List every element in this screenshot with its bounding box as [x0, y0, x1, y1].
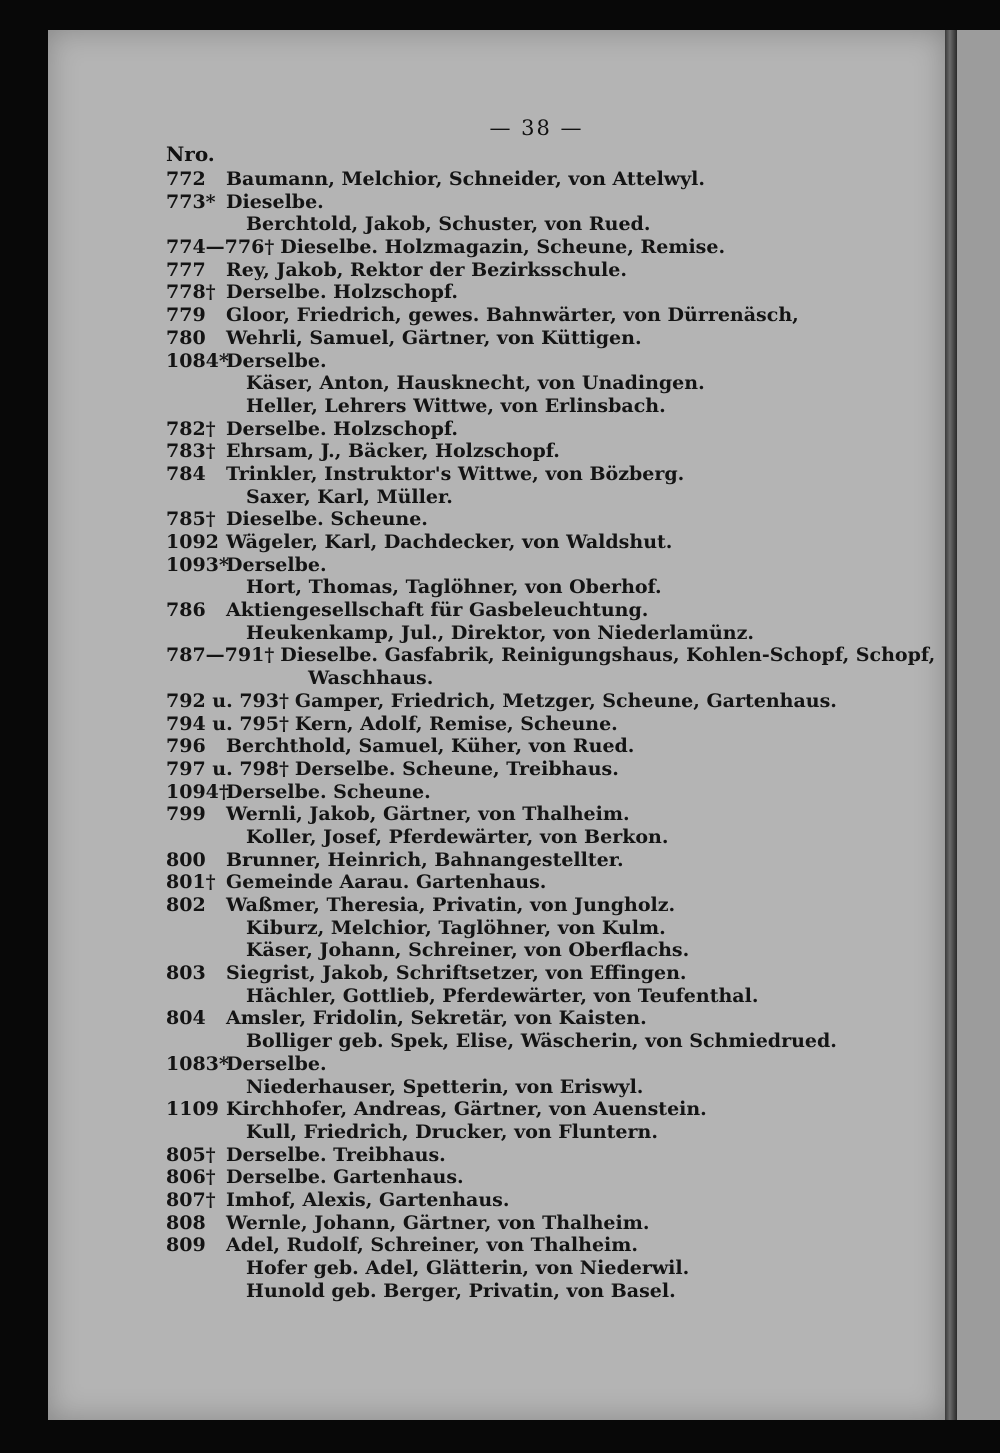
entry-number: 806† — [166, 1166, 216, 1189]
list-item — [48, 1076, 945, 1099]
entry-text: Dieselbe. Gasfabrik, Reinigungshaus, Kohlen-Schopf, Schopf, — [280, 644, 936, 667]
entry-text: Imhof, Alexis, Gartenhaus. — [226, 1188, 510, 1211]
entry-text: Heukenkamp, Jul., Direktor, von Niederlamünz. — [246, 621, 755, 644]
entry-text: Hofer geb. Adel, Glätterin, von Niederwil. — [246, 1257, 690, 1279]
entry-number: 777 — [166, 258, 206, 281]
list-item — [48, 440, 945, 463]
entry-text: Kirchhofer, Andreas, Gärtner, von Auenstein. — [226, 1098, 707, 1121]
list-item — [48, 576, 945, 599]
list-item — [48, 894, 945, 917]
list-item — [48, 350, 945, 373]
entry-number: 1092 — [166, 531, 219, 553]
entry-number: 1093* — [166, 553, 229, 576]
entry-number: 774—776† — [166, 236, 275, 259]
entry-text: Hunold geb. Berger, Privatin, von Basel. — [246, 1279, 676, 1302]
entry-text: Waßmer, Theresia, Privatin, von Jungholz. — [226, 894, 676, 916]
list-item — [48, 1234, 945, 1257]
list-item — [48, 713, 945, 736]
entry-number: 779 — [166, 304, 206, 327]
entry-number: 1109 — [166, 1098, 219, 1121]
list-item — [48, 758, 945, 781]
list-item — [48, 1144, 945, 1167]
entry-number: 786 — [166, 599, 206, 622]
entry-text: Berchthold, Samuel, Küher, von Rued. — [226, 735, 635, 758]
column-header: Nro. — [166, 142, 215, 166]
entry-text: Trinkler, Instruktor's Wittwe, von Bözberg. — [226, 462, 685, 485]
list-item — [48, 1212, 945, 1235]
entry-text: Wägeler, Karl, Dachdecker, von Waldshut. — [226, 531, 673, 553]
entry-text: Siegrist, Jakob, Schriftsetzer, von Effingen. — [226, 962, 687, 985]
entry-text: Amsler, Fridolin, Sekretär, von Kaisten. — [226, 1007, 647, 1030]
entry-number: 799 — [166, 803, 206, 826]
list-item — [48, 622, 945, 645]
list-item — [48, 1030, 945, 1053]
entry-text: Derselbe. Holzschopf. — [226, 417, 458, 440]
list-item — [48, 1053, 945, 1076]
list-item — [48, 644, 945, 667]
entry-number: 805† — [166, 1143, 216, 1166]
entry-number: 778† — [166, 281, 216, 304]
list-item — [48, 531, 945, 554]
list-item — [48, 1257, 945, 1280]
list-item — [48, 781, 945, 804]
entry-text: Derselbe. Scheune, Treibhaus. — [294, 757, 619, 780]
entry-text: Derselbe. Scheune. — [226, 780, 431, 803]
list-item — [48, 418, 945, 441]
entry-text: Derselbe. Gartenhaus. — [226, 1166, 464, 1189]
list-item — [48, 236, 945, 259]
entry-text: Wernle, Johann, Gärtner, von Thalheim. — [226, 1211, 650, 1234]
list-item — [48, 191, 945, 214]
list-item — [48, 463, 945, 486]
list-item — [48, 1166, 945, 1189]
entry-text: Niederhauser, Spetterin, von Eriswyl. — [246, 1075, 644, 1098]
list-item — [48, 259, 945, 282]
page-number — [48, 116, 945, 140]
list-item — [48, 508, 945, 531]
entry-text: Gloor, Friedrich, gewes. Bahnwärter, von Dürrenäsch, — [226, 304, 799, 327]
entry-number: 794 u. 795† — [166, 712, 289, 735]
entry-number: 800 — [166, 848, 206, 871]
list-item — [48, 599, 945, 622]
entry-number: 802 — [166, 894, 206, 916]
entry-number: 783† — [166, 440, 216, 463]
entry-number: 796 — [166, 735, 206, 758]
entry-number: 807† — [166, 1188, 216, 1211]
entry-text: Derselbe. — [226, 1052, 327, 1075]
list-item — [48, 939, 945, 962]
entry-text: Saxer, Karl, Müller. — [246, 485, 453, 508]
list-item — [48, 281, 945, 304]
entry-text: Derselbe. — [226, 553, 327, 576]
entry-number: 792 u. 793† — [166, 689, 289, 712]
page-number-text: — 38 — — [489, 116, 584, 140]
entry-number: 797 u. 798† — [166, 757, 289, 780]
list-item — [48, 667, 945, 690]
list-item — [48, 1098, 945, 1121]
entry-text: Waschhaus. — [308, 667, 434, 690]
list-item — [48, 1189, 945, 1212]
list-item — [48, 1007, 945, 1030]
list-item — [48, 1280, 945, 1303]
entry-text: Derselbe. — [226, 349, 327, 372]
entry-text: Aktiengesellschaft für Gasbeleuchtung. — [226, 599, 649, 622]
entry-text: Derselbe. Holzschopf. — [226, 281, 458, 304]
entry-number: 808 — [166, 1211, 206, 1234]
entry-text: Wernli, Jakob, Gärtner, von Thalheim. — [226, 803, 630, 826]
entry-number: 801† — [166, 871, 216, 894]
list-item — [48, 395, 945, 418]
entry-number: 787—791† — [166, 644, 275, 667]
entry-text: Hächler, Gottlieb, Pferdewärter, von Teufenthal. — [246, 984, 759, 1007]
entry-text: Gamper, Friedrich, Metzger, Scheune, Gartenhaus. — [294, 689, 837, 712]
entry-text: Dieselbe. Holzmagazin, Scheune, Remise. — [280, 236, 726, 259]
list-item — [48, 826, 945, 849]
entry-text: Adel, Rudolf, Schreiner, von Thalheim. — [226, 1234, 638, 1257]
list-item — [48, 304, 945, 327]
entry-text: Ehrsam, J., Bäcker, Holzschopf. — [226, 440, 560, 463]
list-item — [48, 962, 945, 985]
entry-text: Hort, Thomas, Taglöhner, von Oberhof. — [246, 576, 662, 599]
entry-text: Käser, Johann, Schreiner, von Oberflachs. — [246, 939, 690, 962]
book-spine — [945, 30, 957, 1420]
entry-number: 1084* — [166, 349, 229, 372]
entry-text: Derselbe. Treibhaus. — [226, 1143, 446, 1166]
list-item — [48, 486, 945, 509]
list-item — [48, 168, 945, 191]
entry-number: 1094† — [166, 780, 229, 803]
list-item — [48, 917, 945, 940]
list-item — [48, 803, 945, 826]
entry-text: Kiburz, Melchior, Taglöhner, von Kulm. — [246, 916, 666, 939]
entry-number: 773* — [166, 190, 216, 213]
entry-text: Gemeinde Aarau. Gartenhaus. — [226, 871, 547, 894]
entry-text: Kull, Friedrich, Drucker, von Fluntern. — [246, 1120, 658, 1143]
entry-text: Berchtold, Jakob, Schuster, von Rued. — [246, 213, 651, 236]
entry-text: Brunner, Heinrich, Bahnangestellter. — [226, 848, 624, 871]
entry-text: Bolliger geb. Spek, Elise, Wäscherin, von Schmiedrued. — [246, 1030, 837, 1053]
entry-number: 785† — [166, 508, 216, 531]
entry-text: Baumann, Melchior, Schneider, von Attelwyl. — [226, 168, 706, 190]
entry-text: Dieselbe. Scheune. — [226, 508, 428, 531]
entry-number: 780 — [166, 326, 206, 349]
list-item — [48, 554, 945, 577]
entry-text: Koller, Josef, Pferdewärter, von Berkon. — [246, 825, 669, 848]
adjacent-page-edge — [957, 30, 1000, 1420]
entry-text: Kern, Adolf, Remise, Scheune. — [294, 712, 618, 735]
entry-list — [48, 168, 945, 1302]
entry-text: Heller, Lehrers Wittwe, von Erlinsbach. — [246, 394, 666, 417]
book-page — [48, 30, 945, 1420]
entry-text: Rey, Jakob, Rektor der Bezirksschule. — [226, 258, 627, 281]
entry-number: 804 — [166, 1007, 206, 1030]
entry-number: 803 — [166, 962, 206, 985]
list-item — [48, 735, 945, 758]
entry-text: Dieselbe. — [226, 190, 324, 213]
entry-number: 772 — [166, 168, 206, 190]
list-item — [48, 871, 945, 894]
list-item — [48, 1121, 945, 1144]
entry-text: Käser, Anton, Hausknecht, von Unadingen. — [246, 372, 705, 395]
entry-number: 782† — [166, 417, 216, 440]
list-item — [48, 849, 945, 872]
entry-text: Wehrli, Samuel, Gärtner, von Küttigen. — [226, 326, 642, 349]
entry-number: 1083* — [166, 1052, 229, 1075]
entry-number: 784 — [166, 462, 206, 485]
list-item — [48, 213, 945, 236]
list-item — [48, 372, 945, 395]
list-item — [48, 327, 945, 350]
entry-number: 809 — [166, 1234, 206, 1257]
list-item — [48, 985, 945, 1008]
list-item — [48, 690, 945, 713]
